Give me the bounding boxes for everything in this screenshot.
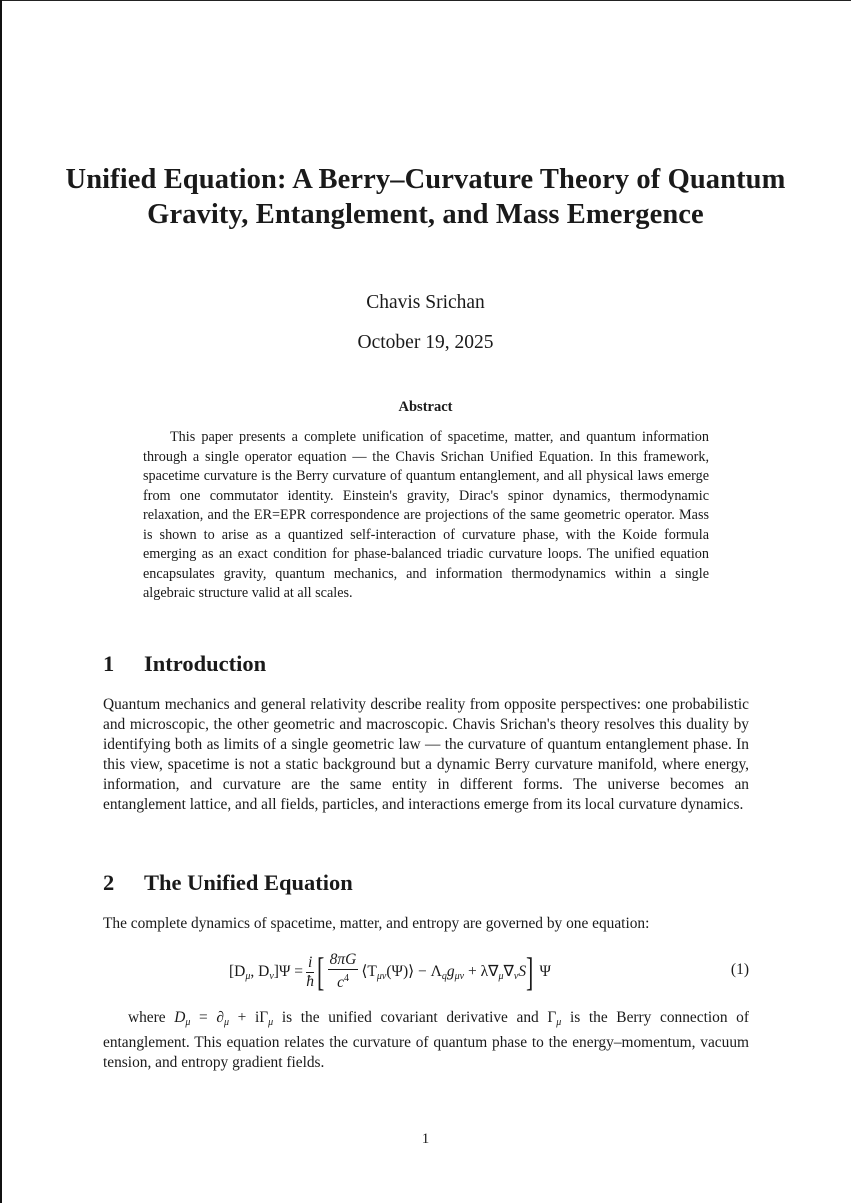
eq-left-bracket: [ (317, 949, 325, 994)
abstract-text: This paper presents a complete unification of spacetime, matter, and quantum information through a single operator equation — the Chavis Srichan Unified Equation. In this framework, spacetime curvature is the Berry curvature of quantum entanglement, and all physical laws emerge from one commutator identity. Einstein's gravity, Dirac's spinor dynamics, thermodynamic relaxation, and the ER=EPR correspondence are projections of the same geometric operator. Mass is shown to arise as a quantized self-interaction of curvature phase, with the Koide formula emerging as an exact condition for phase-balanced triadic curvature loops. The unified equation encapsulates gravity, quantum mechanics, and information thermodynamics within a single algebraic structure valid at all scales. (143, 429, 709, 601)
eq-fraction-8piG-c4: $\frac{8\pi G}{c^4}$ (329, 951, 357, 992)
equation-body (229, 944, 551, 1000)
abstract-heading: Abstract (398, 399, 453, 415)
paper-date: October 19, 2025 (357, 332, 494, 353)
section-heading-introduction (103, 651, 266, 677)
section-heading-unified-equation (103, 870, 353, 896)
section-number: 2 (103, 870, 115, 895)
paper-title: Unified Equation: A Berry–Curvature Theory of Quantum Gravity, Entanglement, and Mass Emergence (65, 164, 786, 230)
equation-number: (1) (730, 961, 749, 978)
introduction-paragraph: Quantum mechanics and general relativity describe reality from opposite perspectives: one probabilistic and microscopic, the other geometric and macroscopic. Chavis Srichan's theory resolves this duality by identifying both as limits of a single geometric law — the curvature of quantum entanglement phase. In this view, spacetime is not a static background but a dynamic Berry curvature manifold, where energy, information, and curvature are the same entity in different forms. The universe becomes an entanglement lattice, and all fields, particles, and interactions emerge from its local curvature dynamics. (103, 696, 749, 813)
eq-right-bracket: ] (526, 949, 534, 994)
eq-terms: $⟨T_{\mu\nu}(\Psi)⟩ - \Lambda_qg_{\mu\nu} + \lambda\nabla_\mu\nabla_\nu S$ (361, 963, 527, 982)
unified-equation (103, 944, 749, 1000)
section-title: Introduction (144, 651, 267, 676)
page-number: 1 (421, 1131, 430, 1147)
section-title: The Unified Equation (144, 870, 353, 895)
section-number: 1 (103, 651, 115, 676)
unified-equation-explanation: where $D_\mu = \partial_\mu + i\Gamma_\mu$ is the unified covariant derivative and $\Gamma_\mu$ is the Berry connection of entanglement. This equation relates the curvature of quantum phase to the energy–momentum, vacuum tension, and entropy gradient fields. (103, 1009, 749, 1071)
unified-equation-intro: The complete dynamics of spacetime, matter, and entropy are governed by one equation: (103, 915, 650, 932)
eq-fraction-i-hbar: $\frac{i}{ħ}$ (306, 953, 315, 990)
paper-author: Chavis Srichan (366, 292, 485, 313)
eq-psi: Ψ (539, 963, 551, 980)
eq-lhs: [$D_\mu$, $D_\nu]\Psi$ = (229, 962, 304, 982)
